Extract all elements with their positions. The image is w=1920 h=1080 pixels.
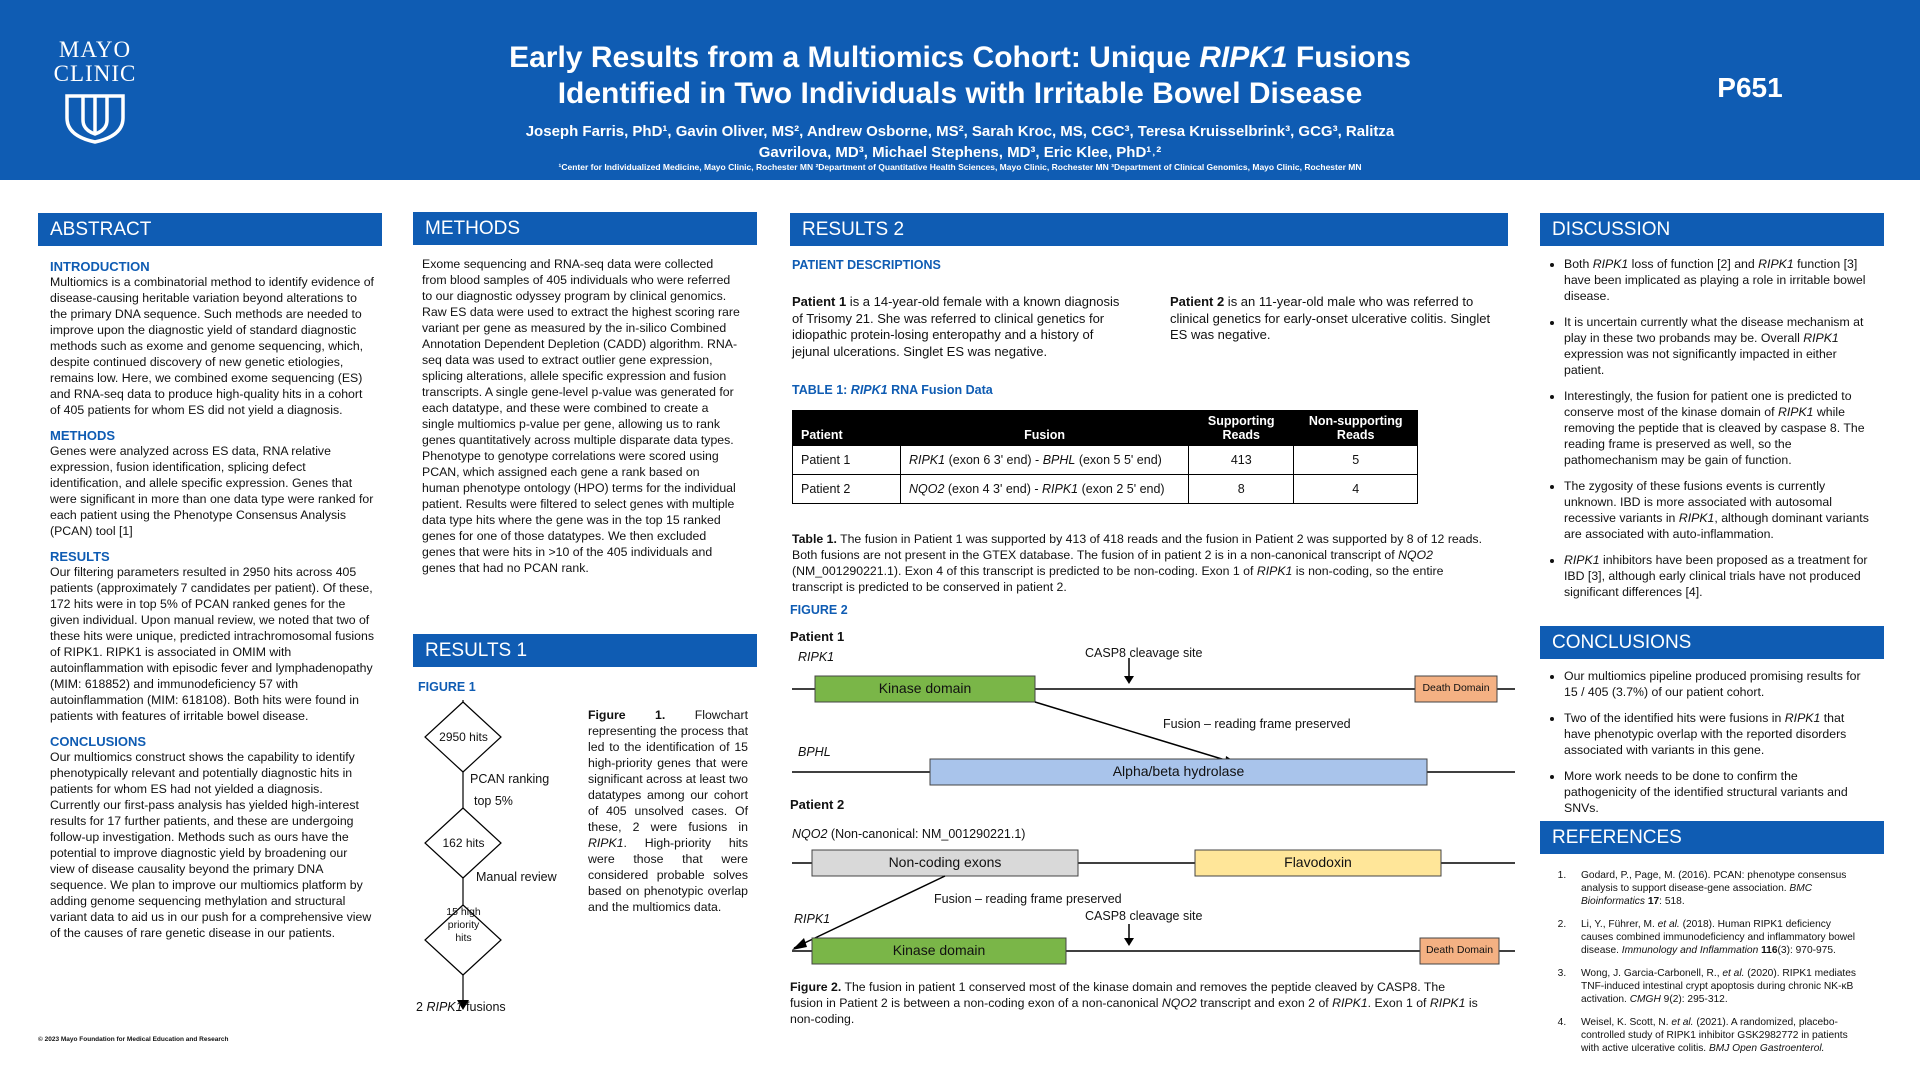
row2-patient: Patient 2 xyxy=(793,475,901,504)
r2-i2: Immunology and Inflammation xyxy=(1621,945,1759,956)
patient2-description xyxy=(1170,294,1510,344)
d3-b: while removing the peptide that is cleaved by caspase 8. The reading frame is preserved as well, so the pathomechanism may be gain of function. xyxy=(1564,405,1865,467)
patient-descriptions-heading: PATIENT DESCRIPTIONS xyxy=(792,258,941,272)
row1-gene-a: RIPK1 xyxy=(908,453,946,467)
row1-patient: Patient 1 xyxy=(793,446,901,475)
figure2-caption xyxy=(790,979,1480,1027)
r1-i: BMC Bioinformatics xyxy=(1581,883,1813,907)
fig2-casp8-label-1: CASP8 cleavage site xyxy=(1085,646,1203,660)
flow-node-3-c: hits xyxy=(455,932,472,944)
fig2-nqo2-gene: NQO2 xyxy=(792,827,828,841)
flow-node-3-a: 15 high xyxy=(446,906,481,918)
title-line1-pre: Early Results from a Multiomics Cohort: Unique xyxy=(509,41,1200,74)
abstract-conclusions-text: Our multiomics construct shows the capability to identify phenotypically relevant and potentially diagnostic hits in patients for whom ES had not yielded a diagnosis. Currently our first-pass analysis has yielded high-interest results for 17 further patients, and these are undergoing follow-up investigation. Methods such as ours have the potential to improve diagnostic yield by broadening our view of disease causality beyond the primary DNA sequence. We plan to improve our multiomics platform by adding genome sequencing methylation and structural variant data to aid us in our push for a comprehensive view of the causes of rare genetic disease in our patients. xyxy=(50,750,372,940)
figure2-diagram xyxy=(780,620,1520,980)
authors-line1: Joseph Farris, PhD¹, Gavin Oliver, MS², Andrew Osborne, MS², Sarah Kroc, MS, CGC³, Teresa Kruisselbrink³, GCG³, Ralitza xyxy=(525,123,1395,140)
figure2-caption-d: is non-coding. xyxy=(790,996,1478,1026)
fig2-fusion-label-1: Fusion – reading frame preserved xyxy=(1163,717,1351,731)
fig2-ripk1-label-1: RIPK1 xyxy=(798,650,835,664)
row2-gene-b: RIPK1 xyxy=(1041,482,1079,496)
discussion-list xyxy=(1548,256,1870,610)
figure2-caption-b: transcript and exon 2 of xyxy=(1196,996,1333,1010)
table1-label-pre: TABLE 1: xyxy=(792,383,851,397)
reference-4 xyxy=(1569,1016,1865,1055)
r2-c: 116 xyxy=(1758,945,1778,956)
fig2-patient1-label: Patient 1 xyxy=(790,629,845,644)
table1-label-post: RNA Fusion Data xyxy=(887,383,993,397)
r1-b: 17 xyxy=(1644,896,1660,907)
table1-caption xyxy=(792,531,1482,595)
r3-c: 9(2): 295-312. xyxy=(1660,994,1728,1005)
r1-c: : 518. xyxy=(1659,896,1685,907)
poster-header xyxy=(0,0,1920,180)
r2-a: Li, Y., Führer, M. xyxy=(1581,919,1658,930)
patient1-description xyxy=(792,294,1122,360)
abstract-methods-heading: METHODS xyxy=(50,428,115,443)
figure2-caption-i3: RIPK1 xyxy=(1429,996,1466,1010)
conclusion-bullet-1: • Our multiomics pipeline produced promising results for 15 / 405 (3.7%) of our patient cohort. xyxy=(1564,668,1870,700)
r1-a: Godard, P., Page, M. (2016). PCAN: phenotype consensus analysis to support disease-gene association. xyxy=(1581,870,1847,894)
r3-b: (2020). RIPK1 mediates TNF-induced intestinal crypt apoptosis during chronic NK-κB activation. xyxy=(1581,968,1857,1005)
discussion-bullet-1 xyxy=(1564,256,1870,304)
flow-step-1-a: PCAN ranking xyxy=(470,772,550,786)
logo-line-1: MAYO xyxy=(58,37,132,62)
conclusion-bullet-3: • More work needs to be done to confirm the pathogenicity of the identified structural variants and SNVs. xyxy=(1564,768,1870,816)
abstract-intro-heading: INTRODUCTION xyxy=(50,259,150,274)
c2-i: RIPK1 xyxy=(1784,711,1821,725)
d1-i2: RIPK1 xyxy=(1758,257,1794,271)
flow-node-1-label: 2950 hits xyxy=(439,730,488,744)
row2-part-b: (exon 2 5' end) xyxy=(1078,482,1165,496)
row2-nonsupporting: 4 xyxy=(1294,475,1418,504)
poster-id: P651 xyxy=(1717,72,1783,103)
methods-text: Exome sequencing and RNA-seq data were collected from blood samples of 405 individuals who were referred to our diagnostic odyssey program by clinical genomics. Raw ES data were used to extract the highest scoring rare variant per gene as measured by the in-silico Combined Annotation Dependent Depletion (CADD) algorithm. RNA-seq data was used to extract outlier gene expression, splicing alterations, allele specific expression and fusion transcripts. A single gene-level p-value was generated for each datatype, and these were combined to create a single multiomics p-value per gene, allowing us to rank genes quantitatively across multiple disparate data types. Phenotype to genotype correlations were scored using PCAN, which assigned each gene a rank based on human phenotype ontology (HPO) terms for the individual patient. Results were filtered to select genes with multiple data type hits where the gene was in the top 15 ranked genes for one of those datatypes. We then excluded genes that were hits in >10 of the 405 individuals and genes that had no PCAN rank. xyxy=(422,257,740,575)
table1-caption-i1: NQO2 xyxy=(1398,548,1433,562)
fig2-nqo2-label xyxy=(792,827,1025,841)
flow-step-1-b: top 5% xyxy=(474,794,513,808)
table1-caption-a: The fusion in Patient 1 was supported by 413 of 418 reads and the fusion in Patient 2 was supported by 8 of 12 reads. Both fusions are not present in the GTEX database. The fusion of in patient 2 is in a non-canonical transcript of xyxy=(792,532,1482,562)
references-heading: REFERENCES xyxy=(1540,821,1884,854)
fig2-kinase-label-1: Kinase domain xyxy=(878,680,972,696)
r4-a: Weisel, K. Scott, N. xyxy=(1581,1017,1672,1028)
d2-i: RIPK1 xyxy=(1803,331,1839,345)
conclusion-bullet-2 xyxy=(1564,710,1870,758)
abstract-results-text: Our filtering parameters resulted in 2950 hits across 405 patients (approximately 7 candidates per patient). Of these, 172 hits were in top 5% of PCAN ranked genes for the given individual. Upon manual review, we noted that two of these hits were unique, predicted intrachromosomal fusions of RIPK1. RIPK1 is associated in OMIM with autoinflammation with episodic fever and lymphadenopathy (MIM: 618852) and immunodeficiency 57 with autoinflammation (MIM: 618108). Both hits were found in patients with features of irritable bowel disease. xyxy=(50,565,374,723)
discussion-bullet-3 xyxy=(1564,388,1870,468)
table-header-patient: Patient xyxy=(793,411,901,446)
abstract-results-heading: RESULTS xyxy=(50,549,110,564)
discussion-bullet-4 xyxy=(1564,478,1870,542)
abstract-methods-text: Genes were analyzed across ES data, RNA relative expression, fusion identification, splicing defect identification, and allele specific expression. Genes that were significant in more than one data type were ranked for each patient using the Phenotype Consensus Analysis (PCAN) tool [1] xyxy=(50,444,374,538)
d5-a: inhibitors have been proposed as a treatment for IBD [3], although early clinical trials have not produced significant differences [4]. xyxy=(1564,553,1868,599)
authors-line2: Gavrilova, MD³, Michael Stephens, MD³, Eric Klee, PhD¹˒² xyxy=(758,144,1162,161)
row1-part-b: (exon 5 5' end) xyxy=(1075,453,1162,467)
references-list xyxy=(1553,869,1865,1065)
patient1-label: Patient 1 xyxy=(792,294,847,309)
table1-caption-bold: Table 1. xyxy=(792,532,837,546)
d3-i: RIPK1 xyxy=(1777,405,1814,419)
conclusions-list xyxy=(1548,668,1870,826)
figure1-caption-post: . High-priority hits were those that were considered probable solves based on phenotypic overlap and the multiomics data. xyxy=(588,836,748,914)
fig2-ripk1-label-2: RIPK1 xyxy=(794,912,831,926)
row2-part-a: (exon 4 3' end) - xyxy=(944,482,1042,496)
d4-b: , although dominant variants are associated with auto-inflammation. xyxy=(1564,511,1869,541)
fig2-kinase-label-2: Kinase domain xyxy=(892,942,986,958)
table-header-supporting: Supporting Reads xyxy=(1189,411,1294,446)
flow-step-2: Manual review xyxy=(476,870,557,884)
row1-part-a: (exon 6 3' end) - xyxy=(945,453,1043,467)
table-row xyxy=(793,475,1418,504)
flow-node-3-label xyxy=(425,906,502,945)
table1-caption-c: is non-coding, so the entire transcript is predicted to be conserved in patient 2. xyxy=(792,564,1444,594)
abstract-body xyxy=(50,255,374,941)
r3-i2: CMGH xyxy=(1629,994,1661,1005)
table-row xyxy=(793,446,1418,475)
table1-caption-i2: RIPK1 xyxy=(1256,564,1293,578)
table1-label-gene: RIPK1 xyxy=(850,383,888,397)
figure1-caption xyxy=(588,707,748,915)
fig2-flavodoxin-label: Flavodoxin xyxy=(1284,854,1352,870)
table1-label xyxy=(792,383,993,397)
c2-a: Two of the identified hits were fusions in xyxy=(1564,711,1785,725)
d1-c: function [3] have been implicated as playing a role in irritable bowel disease. xyxy=(1564,257,1866,303)
abstract-heading: ABSTRACT xyxy=(38,213,382,246)
patient2-text: is an 11-year-old male who was referred to clinical genetics for early-onset ulcerative colitis. Singlet ES was negative. xyxy=(1170,294,1491,342)
figure2-caption-bold: Figure 2. xyxy=(790,980,842,994)
r4-b: (2021). A randomized, placebo-controlled study of RIPK1 inhibitor GSK2982772 in patients with active ulcerative colitis. xyxy=(1581,1017,1848,1054)
fig2-bphl-label: BPHL xyxy=(798,745,831,759)
d4-i: RIPK1 xyxy=(1678,511,1715,525)
row1-gene-b: BPHL xyxy=(1042,453,1076,467)
r4-i1: et al. xyxy=(1671,1017,1694,1028)
r4-i2: BMJ Open Gastroenterol. xyxy=(1708,1043,1825,1054)
mayo-clinic-logo xyxy=(40,38,150,149)
flow-node-3-b: priority xyxy=(447,919,480,931)
discussion-heading: DISCUSSION xyxy=(1540,213,1884,246)
d2-a: It is uncertain currently what the disease mechanism at play in these two probands may be. Overall xyxy=(1564,315,1864,345)
conclusions-heading: CONCLUSIONS xyxy=(1540,626,1884,659)
row1-supporting: 413 xyxy=(1189,446,1294,475)
copyright-notice: © 2023 Mayo Foundation for Medical Education and Research xyxy=(38,1036,229,1043)
row1-nonsupporting: 5 xyxy=(1294,446,1418,475)
r2-b: (2018). Human RIPK1 deficiency causes combined immunodeficiency and inflammatory bowel disease. xyxy=(1581,919,1856,956)
discussion-bullet-2 xyxy=(1564,314,1870,378)
reference-2 xyxy=(1569,918,1865,957)
fig2-noncoding-label: Non-coding exons xyxy=(888,854,1002,870)
patient2-label: Patient 2 xyxy=(1170,294,1225,309)
flow-final xyxy=(416,1000,506,1014)
flow-final-gene: RIPK1 xyxy=(426,1000,463,1014)
figure2-caption-i1: NQO2 xyxy=(1161,996,1197,1010)
logo-line-2: CLINIC xyxy=(53,61,137,86)
abstract-conclusions-heading: CONCLUSIONS xyxy=(50,734,147,749)
discussion-bullet-5 xyxy=(1564,552,1870,600)
r2-i1: et al. xyxy=(1657,919,1680,930)
fig2-death-label-2: Death Domain xyxy=(1425,944,1494,956)
fig2-patient2-label: Patient 2 xyxy=(790,797,845,812)
abstract-intro-text: Multiomics is a combinatorial method to identify evidence of disease-causing heritable variation beyond alterations to the primary DNA sequence. Such methods are needed to improve upon the diagnostic yield of standard diagnostic methods such as exome and genome sequencing, which, despite continued discovery of new genetic etiologies, remains low. Here, we combined exome sequencing (ES) and RNA-seq data to produce high-quality hits in a cohort of 405 patients for whom ES did not yield a diagnosis. xyxy=(50,275,374,417)
d1-a: Both xyxy=(1564,257,1593,271)
fig2-death-label-1: Death Domain xyxy=(1422,682,1490,694)
d3-a: Interestingly, the fusion for patient one is predicted to conserve most of the kinase domain of xyxy=(1564,389,1852,419)
d1-i1: RIPK1 xyxy=(1592,257,1629,271)
d2-b: expression was not significantly impacted in either patient. xyxy=(1564,347,1837,377)
row2-fusion xyxy=(900,475,1188,504)
figure2-label: FIGURE 2 xyxy=(790,603,848,617)
figure1-caption-gene: RIPK1 xyxy=(588,836,624,850)
flow-node-2-label: 162 hits xyxy=(442,836,485,850)
table1-caption-b: (NM_001290221.1). Exon 4 of this transcript is predicted to be non-coding. Exon 1 of xyxy=(792,564,1257,578)
r3-a: Wong, J. Garcia-Carbonell, R., xyxy=(1581,968,1723,979)
poster-title xyxy=(440,40,1480,112)
r3-i1: et al. xyxy=(1722,968,1745,979)
reference-3 xyxy=(1569,967,1865,1006)
title-line1-post: Fusions xyxy=(1287,41,1411,74)
d1-b: loss of function [2] and xyxy=(1628,257,1759,271)
r2-d: (3): 970-975. xyxy=(1777,945,1836,956)
table-header-fusion: Fusion xyxy=(900,411,1188,446)
row2-gene-a: NQO2 xyxy=(908,482,945,496)
fusion-table xyxy=(792,410,1418,504)
figure1-label: FIGURE 1 xyxy=(418,680,476,694)
methods-heading: METHODS xyxy=(413,212,757,245)
fig2-casp8-label-2: CASP8 cleavage site xyxy=(1085,909,1203,923)
title-line2: Identified in Two Individuals with Irritable Bowel Disease xyxy=(557,77,1363,110)
d4-a: The zygosity of these fusions events is currently unknown. IBD is more associated with autosomal recessive variants in xyxy=(1564,479,1832,525)
fig2-fusion-label-2: Fusion – reading frame preserved xyxy=(934,892,1122,906)
title-gene: RIPK1 xyxy=(1199,41,1288,74)
c2-b: that have phenotypic overlap with the reported disorders associated with variants in this gene. xyxy=(1564,711,1847,757)
table-header-nonsupporting: Non-supporting Reads xyxy=(1294,411,1418,446)
flow-final-num: 2 xyxy=(416,1000,427,1014)
flow-final-post: fusions xyxy=(462,1000,506,1014)
results1-heading: RESULTS 1 xyxy=(413,634,757,667)
figure2-caption-c: . Exon 1 of xyxy=(1367,996,1430,1010)
figure2-caption-i2: RIPK1 xyxy=(1332,996,1368,1010)
row2-supporting: 8 xyxy=(1189,475,1294,504)
fig2-hydrolase-label: Alpha/beta hydrolase xyxy=(1112,763,1245,779)
figure2-caption-a: The fusion in patient 1 conserved most of the kinase domain and removes the peptide cleaved by CASP8. The fusion in Patient 2 is between a non-coding exon of a non-canonical xyxy=(790,980,1446,1010)
reference-1 xyxy=(1569,869,1865,908)
figure1-flowchart xyxy=(400,700,585,1030)
shield-icon xyxy=(40,92,150,149)
figure1-caption-bold: Figure 1. xyxy=(588,708,666,722)
figure1-caption-pre: Flowchart representing the process that led to the identification of 15 high-priority genes that were significant across at least two datatypes among our cohort of 405 unsolved cases. Of these, 2 were fusions in xyxy=(588,708,748,834)
d5-i: RIPK1 xyxy=(1564,553,1600,567)
patient1-text: is a 14-year-old female with a known diagnosis of Trisomy 21. She was referred to clinical genetics for idiopathic protein-losing enteropathy and a history of jejunal ulcerations. Singlet ES was negative. xyxy=(792,294,1120,359)
author-list xyxy=(470,121,1450,163)
fig2-nqo2-rest: (Non-canonical: NM_001290221.1) xyxy=(827,827,1026,841)
row1-fusion xyxy=(900,446,1188,475)
results2-heading: RESULTS 2 xyxy=(790,213,1508,246)
affiliations: ¹Center for Individualized Medicine, Mayo Clinic, Rochester MN ²Department of Quantitative Health Sciences, Mayo Clinic, Rochester MN ³Department of Clinical Genomics, Mayo Clinic, Rochester MN xyxy=(558,162,1362,172)
